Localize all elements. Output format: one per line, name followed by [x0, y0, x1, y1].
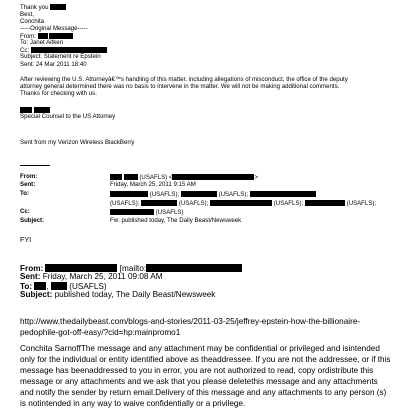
- original-subject: Subject: Statement re Epstein: [20, 53, 101, 60]
- fwd-to-line-2: (USAFLS); (USAFLS); (USAFLS); (USAFLS);: [110, 200, 377, 207]
- reply-line-thanks: Thank you: [20, 4, 66, 11]
- disclaimer: Conchita SarnoffThe message and any attachment may be confidential or privileged and isintended only for the individual or entity identified above as theaddressee. If you are not the addressee, or if this message has beenaddressed to you in error, you are not authorized to read, copy ordistribute this message or any attachments and we ask that you please deletethis message and any attachments and notify the sender by return email.Delivery of this message and any attachments to any person (s) is notintended in any way to waive confidentially or a privilege.: [20, 344, 391, 408]
- body-line-1: After reviewing the U.S. Attorneyâ€™s handling of this matter, including allegations of misconduct, the office of the deputy: [20, 76, 348, 83]
- signer-title: Special Counsel to the US Attorney: [20, 113, 116, 120]
- fwd-to-label: To:: [20, 190, 30, 197]
- fwd-sent-label: Sent:: [20, 181, 36, 188]
- fyi-note: FYI: [20, 235, 32, 244]
- body-line-2: attorney general determined there was no basis to intervene in the matter. We will not be making additional comments.: [20, 83, 340, 90]
- fwd-subject-value: Fw: published today, The Daily Beast/Newsweek: [110, 217, 242, 224]
- original-message-divider: -----Original Message-----: [20, 25, 88, 32]
- reply-line-best: Best,: [20, 11, 34, 18]
- reply-line-signature: Conchita: [20, 18, 45, 25]
- fwd-cc-label: Cc:: [20, 208, 30, 215]
- inner-subject: Subject: published today, The Daily Beast/Newsweek: [20, 290, 216, 299]
- original-to: To: Janet Aitken: [20, 39, 64, 46]
- original-cc: Cc:: [20, 47, 107, 54]
- fwd-to-line-3: (USAFLS): [110, 209, 183, 216]
- inner-from: From: [mailto:: [20, 264, 242, 273]
- fwd-subject-label: Subject:: [20, 217, 45, 224]
- sent-from-device: Sent from my Verizon Wireless BlackBerry: [20, 139, 135, 146]
- body-line-3: Thanks for checking with us.: [20, 90, 97, 97]
- inner-sent: Sent: Friday, March 25, 2011 09:08 AM: [20, 272, 163, 281]
- original-sent: Sent: 24 Mar 2011 18:40: [20, 61, 87, 68]
- redaction: [50, 4, 66, 10]
- fwd-to-line-1: (USAFLS); (USAFLS);: [110, 191, 316, 198]
- divider-rule: [20, 165, 50, 166]
- article-link[interactable]: http://www.thedailybeast.com/blogs-and-stories/2011-03-25/jeffrey-epstein-how-the-billionaire- pedophile-got-off-easy/?cid=hp:mainpromo1: [20, 317, 361, 337]
- fwd-from-value: (USAFLS) < >: [110, 174, 258, 181]
- inner-to: To: , (USAFLS): [20, 282, 107, 291]
- fwd-from-label: From:: [20, 173, 38, 180]
- original-from: From:: [20, 33, 73, 40]
- fwd-sent-value: Friday, March 25, 2011 9:15 AM: [110, 181, 196, 188]
